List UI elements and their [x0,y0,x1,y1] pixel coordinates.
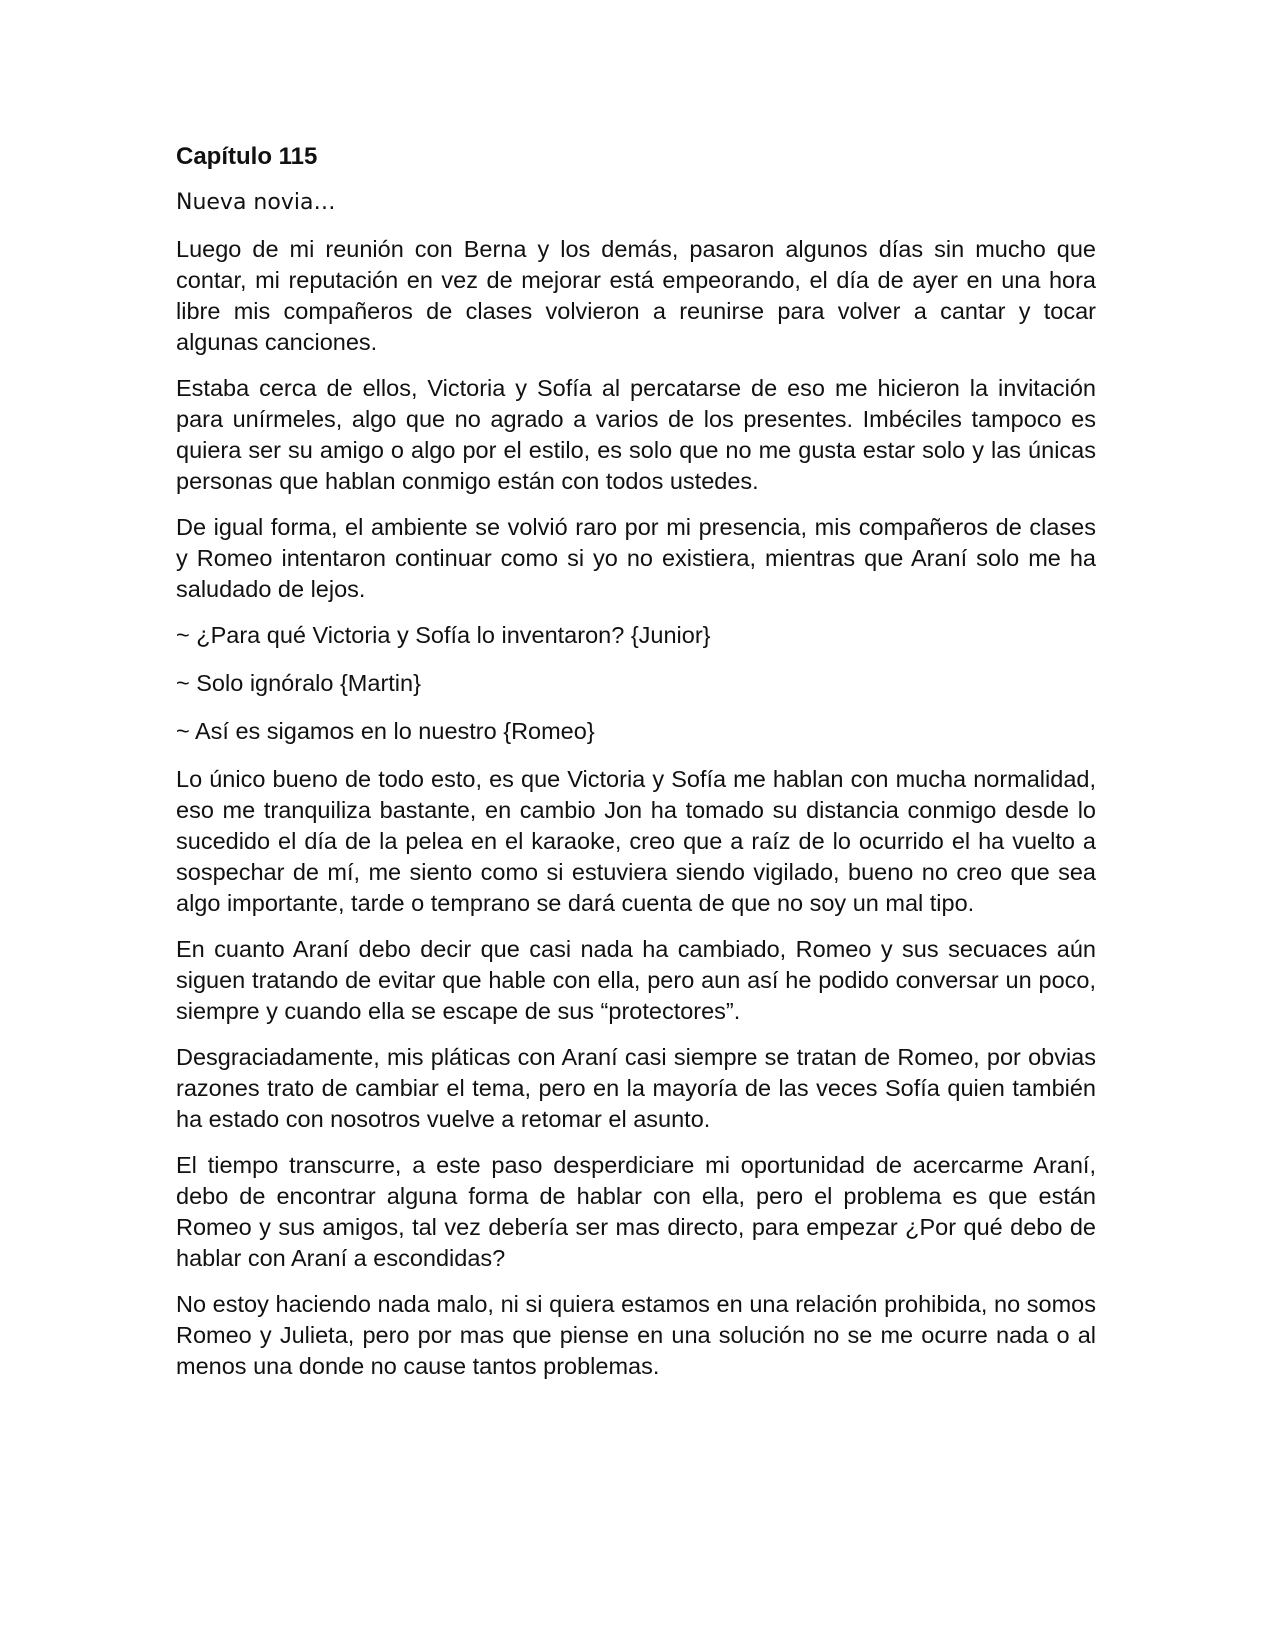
paragraph: Lo único bueno de todo esto, es que Victoria y Sofía me hablan con mucha normalidad, eso me tranquiliza bastante, en cambio Jon ha tomado su distancia conmigo desde lo sucedido el día de la pelea en el karaoke, creo que a raíz de lo ocurrido el ha vuelto a sospechar de mí, me siento como si estuviera siendo vigilado, bueno no creo que sea algo importante, tarde o temprano se dará cuenta de que no soy un mal tipo. [176,766,1096,916]
dialog-line: ~ Solo ignóralo {Martin} [176,670,421,696]
paragraph: No estoy haciendo nada malo, ni si quiera estamos en una relación prohibida, no somos Romeo y Julieta, pero por mas que piense en una solución no se me ocurre nada o al menos una donde no cause tantos problemas. [176,1291,1096,1379]
chapter-subtitle: Nueva novia… [176,190,336,215]
document-body [176,142,1096,1397]
paragraph: El tiempo transcurre, a este paso desperdiciare mi oportunidad de acercarme Araní, debo de encontrar alguna forma de hablar con ella, pero el problema es que están Romeo y sus amigos, tal vez debería ser mas directo, para empezar ¿Por qué debo de hablar con Araní a escondidas? [176,1152,1096,1271]
dialog-line: ~ Así es sigamos en lo nuestro {Romeo} [176,718,595,744]
paragraph: Estaba cerca de ellos, Victoria y Sofía al percatarse de eso me hicieron la invitación para unírmeles, algo que no agrado a varios de los presentes. Imbéciles tampoco es quiera ser su amigo o algo por el estilo, es solo que no me gusta estar solo y las únicas personas que hablan conmigo están con todos ustedes. [176,375,1096,494]
paragraph: Luego de mi reunión con Berna y los demás, pasaron algunos días sin mucho que contar, mi reputación en vez de mejorar está empeorando, el día de ayer en una hora libre mis compañeros de clases volvieron a reunirse para volver a cantar y tocar algunas canciones. [176,236,1096,355]
paragraph: En cuanto Araní debo decir que casi nada ha cambiado, Romeo y sus secuaces aún siguen tratando de evitar que hable con ella, pero aun así he podido conversar un poco, siempre y cuando ella se escape de sus “protectores”. [176,936,1096,1024]
paragraph: Desgraciadamente, mis pláticas con Araní casi siempre se tratan de Romeo, por obvias razones trato de cambiar el tema, pero en la mayoría de las veces Sofía quien también ha estado con nosotros vuelve a retomar el asunto. [176,1044,1096,1132]
dialog-line: ~ ¿Para qué Victoria y Sofía lo inventaron? {Junior} [176,622,711,648]
chapter-title: Capítulo 115 [176,143,318,170]
paragraph: De igual forma, el ambiente se volvió raro por mi presencia, mis compañeros de clases y Romeo intentaron continuar como si yo no existiera, mientras que Araní solo me ha saludado de lejos. [176,514,1096,602]
